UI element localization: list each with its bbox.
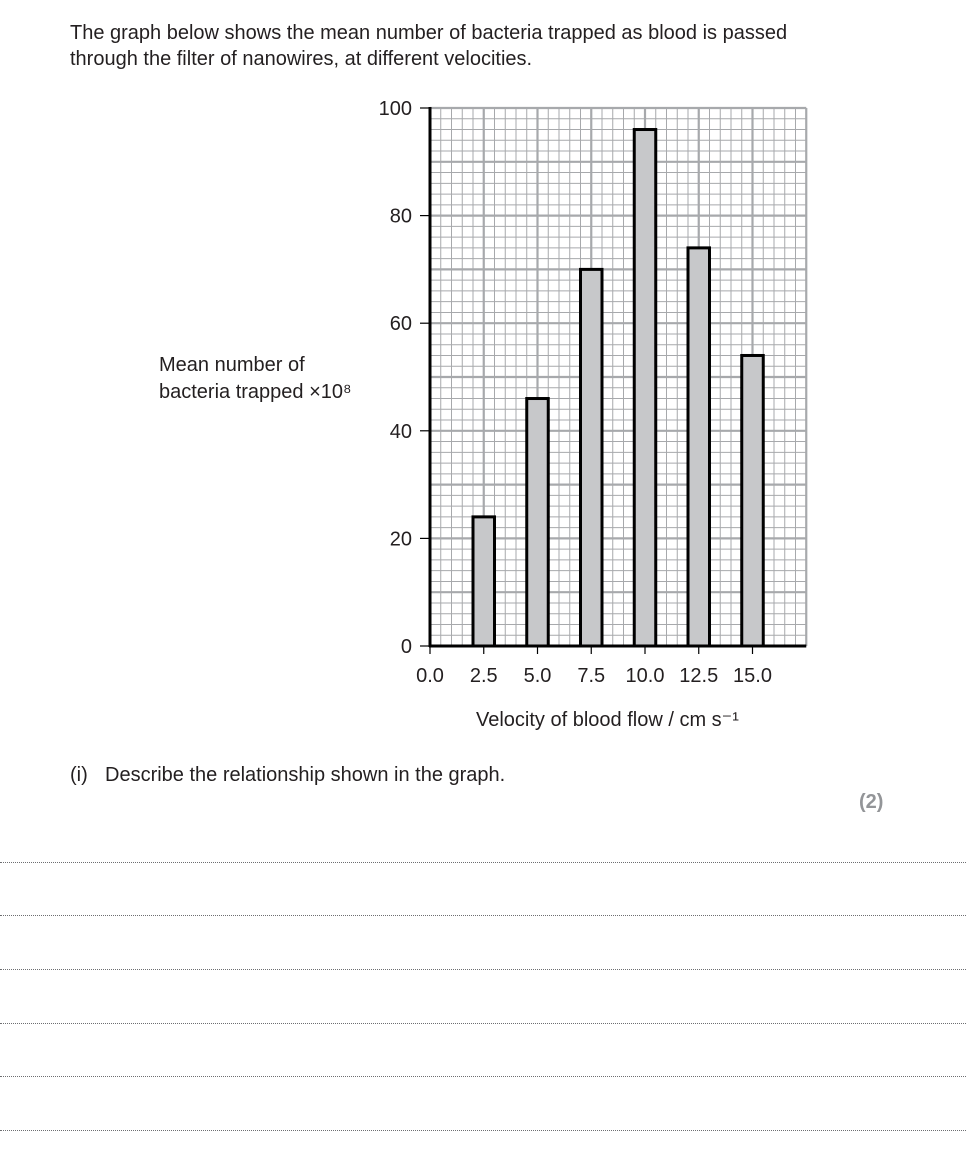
intro-line-1: The graph below shows the mean number of bacteria trapped as blood is passed [70, 22, 788, 44]
x-tick-label: 2.5 [469, 665, 498, 687]
x-tick-label: 10.0 [625, 665, 665, 687]
question [70, 764, 505, 787]
y-tick-label: 20 [389, 528, 412, 551]
answer-line[interactable] [0, 862, 966, 863]
bar-12.5 [688, 248, 710, 646]
question-number: (i) [70, 764, 88, 786]
y-tick-label: 100 [378, 98, 412, 120]
y-tick-label: 40 [389, 420, 412, 443]
x-tick-label: 0.0 [416, 665, 444, 687]
bar-5.0 [527, 399, 549, 646]
bar-2.5 [473, 517, 495, 646]
answer-line[interactable] [0, 1076, 966, 1077]
x-tick-label: 15.0 [733, 665, 772, 687]
x-tick-label: 12.5 [679, 665, 719, 687]
y-tick-label: 80 [389, 205, 412, 228]
bar-15.0 [742, 355, 764, 646]
x-tick-labels [416, 646, 772, 687]
intro-line-2: through the filter of nanowires, at different velocities. [70, 48, 533, 70]
y-tick-label: 60 [389, 313, 412, 336]
question-text: Describe the relationship shown in the graph. [105, 764, 506, 786]
x-axis-label: Velocity of blood flow / cm s⁻¹ [476, 709, 739, 731]
answer-line[interactable] [0, 915, 966, 916]
bar-7.5 [581, 269, 603, 646]
marks-label: (2) [859, 791, 884, 813]
y-axis-label-line-1: Mean number of [159, 354, 305, 376]
y-tick-label: 0 [400, 636, 412, 658]
x-tick-label: 5.0 [523, 665, 552, 687]
answer-line[interactable] [0, 969, 966, 970]
answer-line[interactable] [0, 1023, 966, 1024]
bar-10.0 [634, 130, 656, 646]
x-tick-label: 7.5 [577, 665, 606, 687]
y-tick-labels [379, 98, 430, 658]
answer-line[interactable] [0, 1130, 966, 1131]
y-axis-label-line-2: bacteria trapped ×10⁸ [159, 381, 352, 403]
